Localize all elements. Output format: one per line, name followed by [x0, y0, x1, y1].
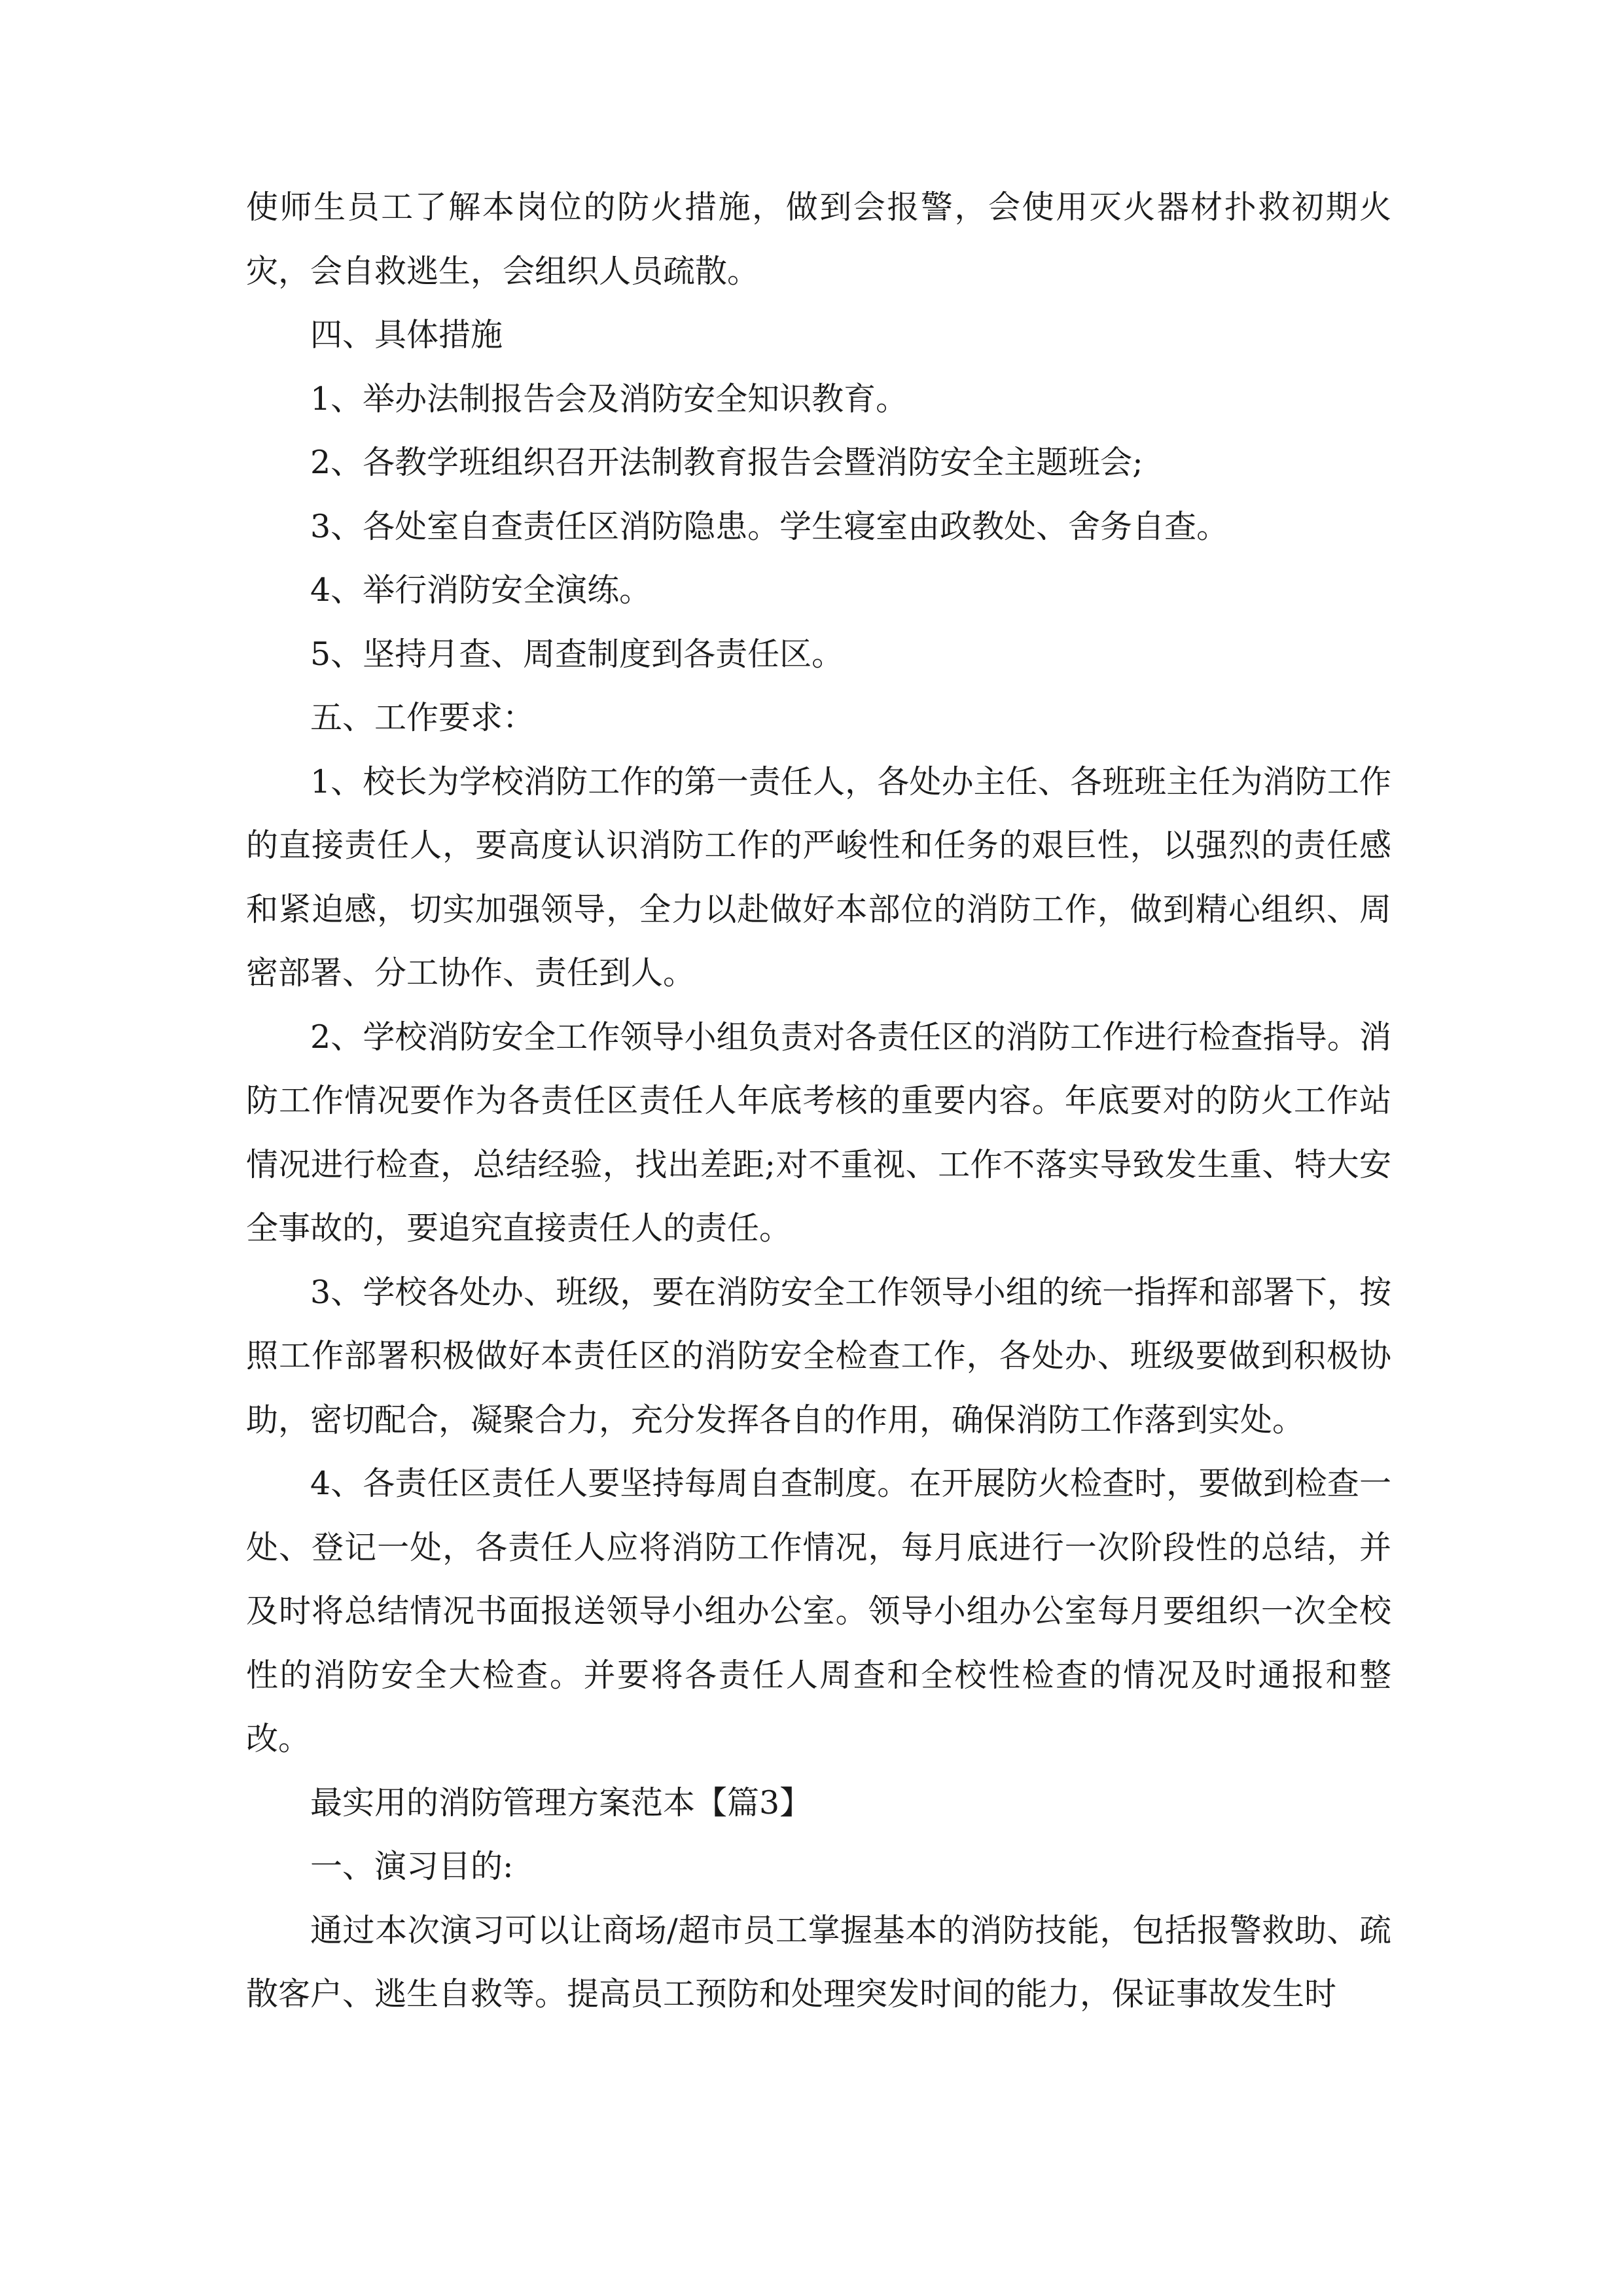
- paragraph-fire-drill-purpose-continued: 使师生员工了解本岗位的防火措施，做到会报警，会使用灭火器材扑救初期火灾，会自救逃生，会组织人员疏散。: [246, 188, 1391, 290]
- requirement-item-1: 1、校长为学校消防工作的第一责任人，各处办主任、各班班主任为消防工作的直接责任人，要高度认识消防工作的严峻性和任务的艰巨性，以强烈的责任感和紧迫感，切实加强领导，全力以赴做好本部位的消防工作，做到精心组织、周密部署、分工协作、责任到人。: [246, 762, 1391, 992]
- requirement-item-2: 2、学校消防安全工作领导小组负责对各责任区的消防工作进行检查指导。消防工作情况要作为各责任区责任人年底考核的重要内容。年底要对的防火工作站情况进行检查，总结经验，找出差距;对不重视、工作不落实导致发生重、特大安全事故的，要追究直接责任人的责任。: [246, 1018, 1391, 1247]
- measure-item-1: 1、举办法制报告会及消防安全知识教育。: [310, 380, 908, 418]
- measure-item-4: 4、举行消防安全演练。: [310, 571, 652, 609]
- article-title-part-3: 最实用的消防管理方案范本【篇3】: [310, 1784, 812, 1821]
- paragraph-drill-purpose: 通过本次演习可以让商场/超市员工掌握基本的消防技能，包括报警救助、疏散客户、逃生自救等。提高员工预防和处理突发时间的能力，保证事故发生时: [246, 1911, 1391, 2013]
- document-page: [246, 175, 1391, 2026]
- measure-item-5: 5、坚持月查、周查制度到各责任区。: [310, 635, 844, 673]
- section-heading-specific-measures: 四、具体措施: [310, 316, 503, 353]
- measure-item-2: 2、各教学班组织召开法制教育报告会暨消防安全主题班会;: [310, 444, 1143, 481]
- section-heading-work-requirements: 五、工作要求：: [310, 699, 535, 736]
- requirement-item-4: 4、各责任区责任人要坚持每周自查制度。在开展防火检查时，要做到检查一处、登记一处，各责任人应将消防工作情况，每月底进行一次阶段性的总结，并及时将总结情况书面报送领导小组办公室。领导小组办公室每月要组织一次全校性的消防安全大检查。并要将各责任人周查和全校性检查的情况及时通报和整改。: [246, 1465, 1391, 1757]
- section-heading-drill-purpose: 一、演习目的:: [310, 1848, 514, 1885]
- requirement-item-3: 3、学校各处办、班级，要在消防安全工作领导小组的统一指挥和部署下，按照工作部署积极做好本责任区的消防安全检查工作，各处办、班级要做到积极协助，密切配合，凝聚合力，充分发挥各自的作用，确保消防工作落到实处。: [246, 1273, 1391, 1439]
- measure-item-3: 3、各处室自查责任区消防隐患。学生寝室由政教处、舍务自查。: [310, 507, 1229, 545]
